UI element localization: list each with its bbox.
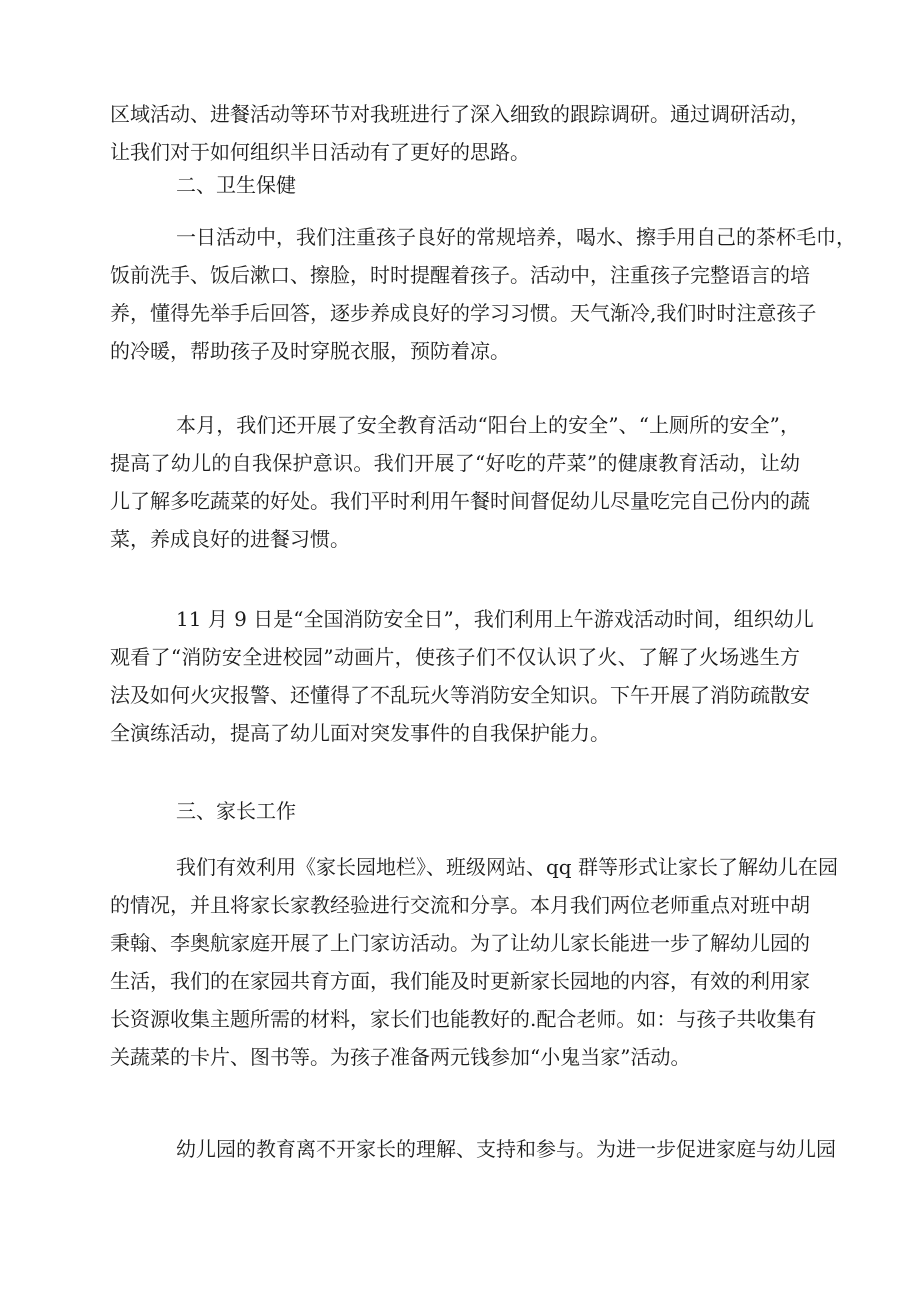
text-line: 提高了幼儿的自我保护意识。我们开展了“好吃的芹菜”的健康教育活动，让幼	[110, 451, 800, 475]
text-line: 本月，我们还开展了安全教育活动“阳台上的安全”、“上厕所的安全”，	[176, 413, 800, 437]
text-line: 饭前洗手、饭后漱口、擦脸，时时提醒着孩子。活动中，注重孩子完整语言的培	[110, 263, 810, 287]
text-line: 11 月 9 日是“全国消防安全日”，我们利用上午游戏活动时间，组织幼儿	[176, 607, 814, 631]
section-heading-parents: 三、家长工作	[176, 799, 296, 823]
text-line: 秉翰、李奥航家庭开展了上门家访活动。为了让幼儿家长能进一步了解幼儿园的	[110, 931, 810, 955]
paragraph-intro	[110, 95, 810, 171]
text-line: 生活，我们的在家园共育方面，我们能及时更新家长园地的内容，有效的利用家	[110, 969, 810, 993]
text-line: 让我们对于如何组织半日活动有了更好的思路。	[110, 140, 530, 164]
text-line: 法及如何火灾报警、还懂得了不乱玩火等消防安全知识。下午开展了消防疏散安	[110, 683, 810, 707]
paragraph-fire-safety	[110, 600, 814, 752]
text-line: 菜，养成良好的进餐习惯。	[110, 527, 350, 551]
text-line: 的冷暖，帮助孩子及时穿脱衣服，预防着凉。	[110, 339, 510, 363]
text-line: 长资源收集主题所需的材料，家长们也能教好的.配合老师。如：与孩子共收集有	[110, 1007, 817, 1031]
paragraph-hygiene	[110, 218, 856, 370]
text-line: 养，懂得先举手后回答，逐步养成良好的学习习惯。天气渐冷,我们时时注意孩子	[110, 301, 817, 325]
text-line: 儿了解多吃蔬菜的好处。我们平时利用午餐时间督促幼儿尽量吃完自己份内的蔬	[110, 489, 810, 513]
text-line: 的情况，并且将家长家教经验进行交流和分享。本月我们两位老师重点对班中胡	[110, 893, 810, 917]
text-line: 区域活动、进餐活动等环节对我班进行了深入细致的跟踪调研。通过调研活动，	[110, 102, 810, 126]
paragraph-safety	[110, 406, 810, 558]
text-line: 我们有效利用《家长园地栏》、班级网站、qq 群等形式让家长了解幼儿在园	[176, 855, 838, 879]
paragraph-parents	[110, 848, 838, 1076]
text-line: 观看了“消防安全进校园”动画片，使孩子们不仅认识了火、了解了火场逃生方	[110, 645, 800, 669]
paragraph-last	[110, 1130, 836, 1168]
section-heading-hygiene: 二、卫生保健	[176, 173, 296, 197]
text-line: 关蔬菜的卡片、图书等。为孩子准备两元钱参加“小鬼当家”活动。	[110, 1045, 691, 1069]
text-line: 幼儿园的教育离不开家长的理解、支持和参与。为进一步促进家庭与幼儿园	[176, 1137, 836, 1161]
text-line: 全演练活动，提高了幼儿面对突发事件的自我保护能力。	[110, 721, 610, 745]
text-line: 一日活动中，我们注重孩子良好的常规培养，喝水、擦手用自己的茶杯毛巾，	[176, 225, 856, 249]
